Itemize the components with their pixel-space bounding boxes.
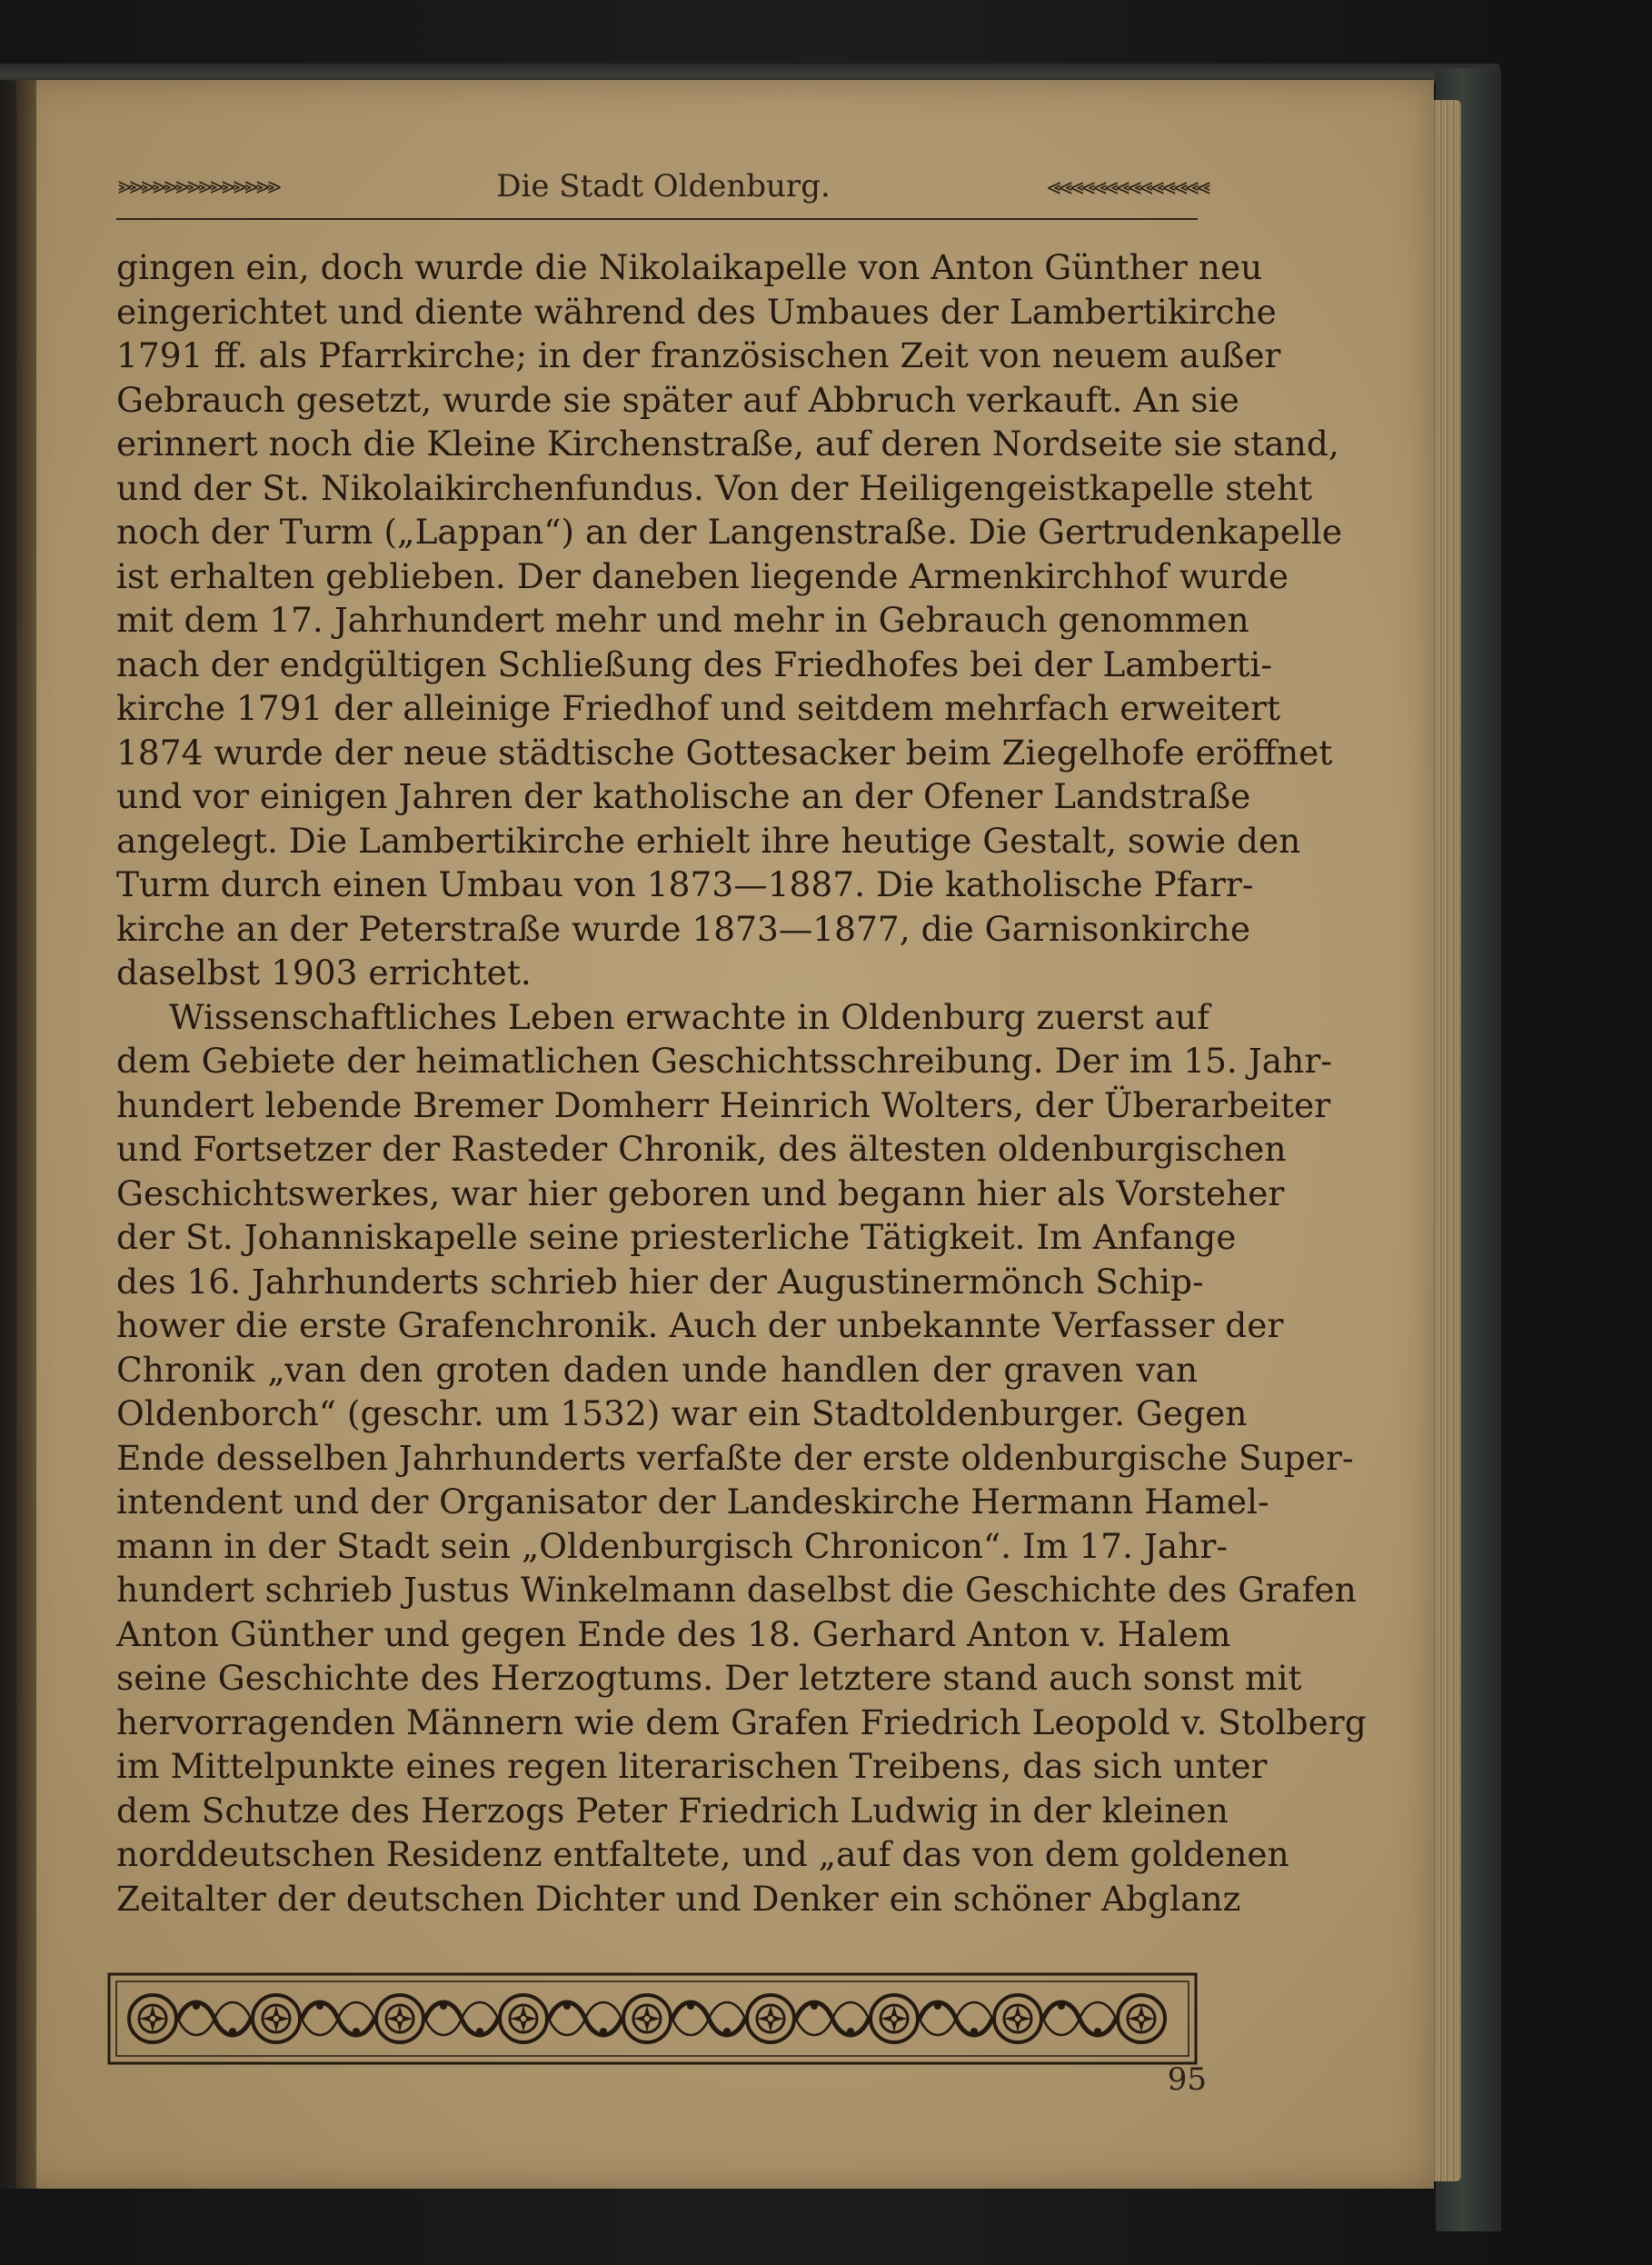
page-number: 95: [1167, 2061, 1207, 2098]
text-line: Ende desselben Jahrhunderts verfaßte der erste oldenburgische Super-: [116, 1437, 1354, 1478]
text-line: noch der Turm („Lappan“) an der Langenstraße. Die Gertrudenkapelle: [116, 512, 1343, 552]
text-line: Turm durch einen Umbau von 1873—1887. Die katholische Pfarr-: [116, 864, 1254, 904]
text-line: ist erhalten geblieben. Der daneben liegende Armenkirchhof wurde: [116, 555, 1289, 596]
running-head-left-ornament: ⪢⪢⪢⪢⪢⪢⪢⪢⪢⪢⪢⪢⪢⪢: [118, 172, 280, 200]
text-line: mit dem 17. Jahrhundert mehr und mehr in Gebrauch genommen: [116, 600, 1249, 640]
text-line: des 16. Jahrhunderts schrieb hier der Augustinermönch Schip-: [116, 1261, 1204, 1302]
text-line: seine Geschichte des Herzogtums. Der letztere stand auch sonst mit: [116, 1658, 1302, 1698]
text-line: und der St. Nikolaikirchenfundus. Von der Heiligengeistkapelle steht: [116, 467, 1313, 508]
text-line: Oldenborch“ (geschr. um 1532) war ein Stadtoldenburger. Gegen: [116, 1393, 1248, 1433]
paragraph-end-line: daselbst 1903 errichtet.: [116, 953, 532, 993]
text-line: mann in der Stadt sein „Oldenburgisch Chronicon“. Im 17. Jahr-: [116, 1525, 1228, 1566]
text-line: Chronik „van den groten daden unde handlen der graven van: [116, 1349, 1198, 1390]
text-line: eingerichtet und diente während des Umbaues der Lambertikirche: [116, 291, 1277, 332]
text-line: erinnert noch die Kleine Kirchenstraße, auf deren Nordseite sie stand,: [116, 424, 1339, 464]
text-line: kirche an der Peterstraße wurde 1873—1877, die Garnisonkirche: [116, 908, 1251, 949]
text-line: norddeutschen Residenz entfaltete, und „auf das von dem goldenen: [116, 1834, 1289, 1874]
text-line: Anton Günther und gegen Ende des 18. Gerhard Anton v. Halem: [116, 1613, 1231, 1654]
text-line: hower die erste Grafenchronik. Auch der unbekannte Verfasser der: [116, 1305, 1284, 1345]
text-line: 1791 ff. als Pfarrkirche; in der französischen Zeit von neuem außer: [116, 335, 1281, 375]
text-line: nach der endgültigen Schließung des Friedhofes bei der Lamberti-: [116, 644, 1273, 684]
text-line: hundert lebende Bremer Domherr Heinrich Wolters, der Überarbeiter: [116, 1084, 1331, 1125]
text-line: dem Schutze des Herzogs Peter Friedrich Ludwig in der kleinen: [116, 1790, 1229, 1831]
running-head-right-ornament: ⪡⪡⪡⪡⪡⪡⪡⪡⪡⪡⪡⪡⪡⪡: [1047, 172, 1209, 200]
text-line: und vor einigen Jahren der katholische an der Ofener Landstraße: [116, 776, 1251, 816]
header-rule: [116, 218, 1198, 220]
page-gutter: [0, 80, 36, 2189]
text-line: angelegt. Die Lambertikirche erhielt ihre heutige Gestalt, sowie den: [116, 820, 1301, 861]
text-line: kirche 1791 der alleinige Friedhof und seitdem mehrfach erweitert: [116, 688, 1280, 728]
ornamental-frieze: [107, 1971, 1198, 2067]
text-line: im Mittelpunkte eines regen literarischen Treibens, das sich unter: [116, 1746, 1268, 1786]
text-line: der St. Johanniskapelle seine priesterliche Tätigkeit. Im Anfange: [116, 1217, 1237, 1257]
text-line: Gebrauch gesetzt, wurde sie später auf Abbruch verkauft. An sie: [116, 379, 1239, 420]
text-line: und Fortsetzer der Rasteder Chronik, des ältesten oldenburgischen: [116, 1129, 1287, 1169]
text-line: dem Gebiete der heimatlichen Geschichtsschreibung. Der im 15. Jahr-: [116, 1041, 1332, 1081]
body-text: [116, 245, 1367, 1921]
text-line: Zeitalter der deutschen Dichter und Denker ein schöner Abglanz: [116, 1878, 1241, 1919]
text-line: hundert schrieb Justus Winkelmann daselbst die Geschichte des Grafen: [116, 1570, 1357, 1610]
text-line: gingen ein, doch wurde die Nikolaikapelle von Anton Günther neu: [116, 247, 1263, 287]
running-head: [118, 162, 1209, 211]
text-line: intendent und der Organisator der Landeskirche Hermann Hamel-: [116, 1482, 1269, 1522]
text-line: hervorragenden Männern wie dem Grafen Friedrich Leopold v. Stolberg: [116, 1701, 1367, 1742]
paragraph-start-line: Wissenschaftliches Leben erwachte in Oldenburg zuerst auf: [169, 996, 1209, 1037]
text-line: 1874 wurde der neue städtische Gottesacker beim Ziegelhofe eröffnet: [116, 732, 1333, 773]
text-line: Geschichtswerkes, war hier geboren und begann hier als Vorsteher: [116, 1172, 1285, 1213]
running-head-title: Die Stadt Oldenburg.: [496, 168, 831, 205]
